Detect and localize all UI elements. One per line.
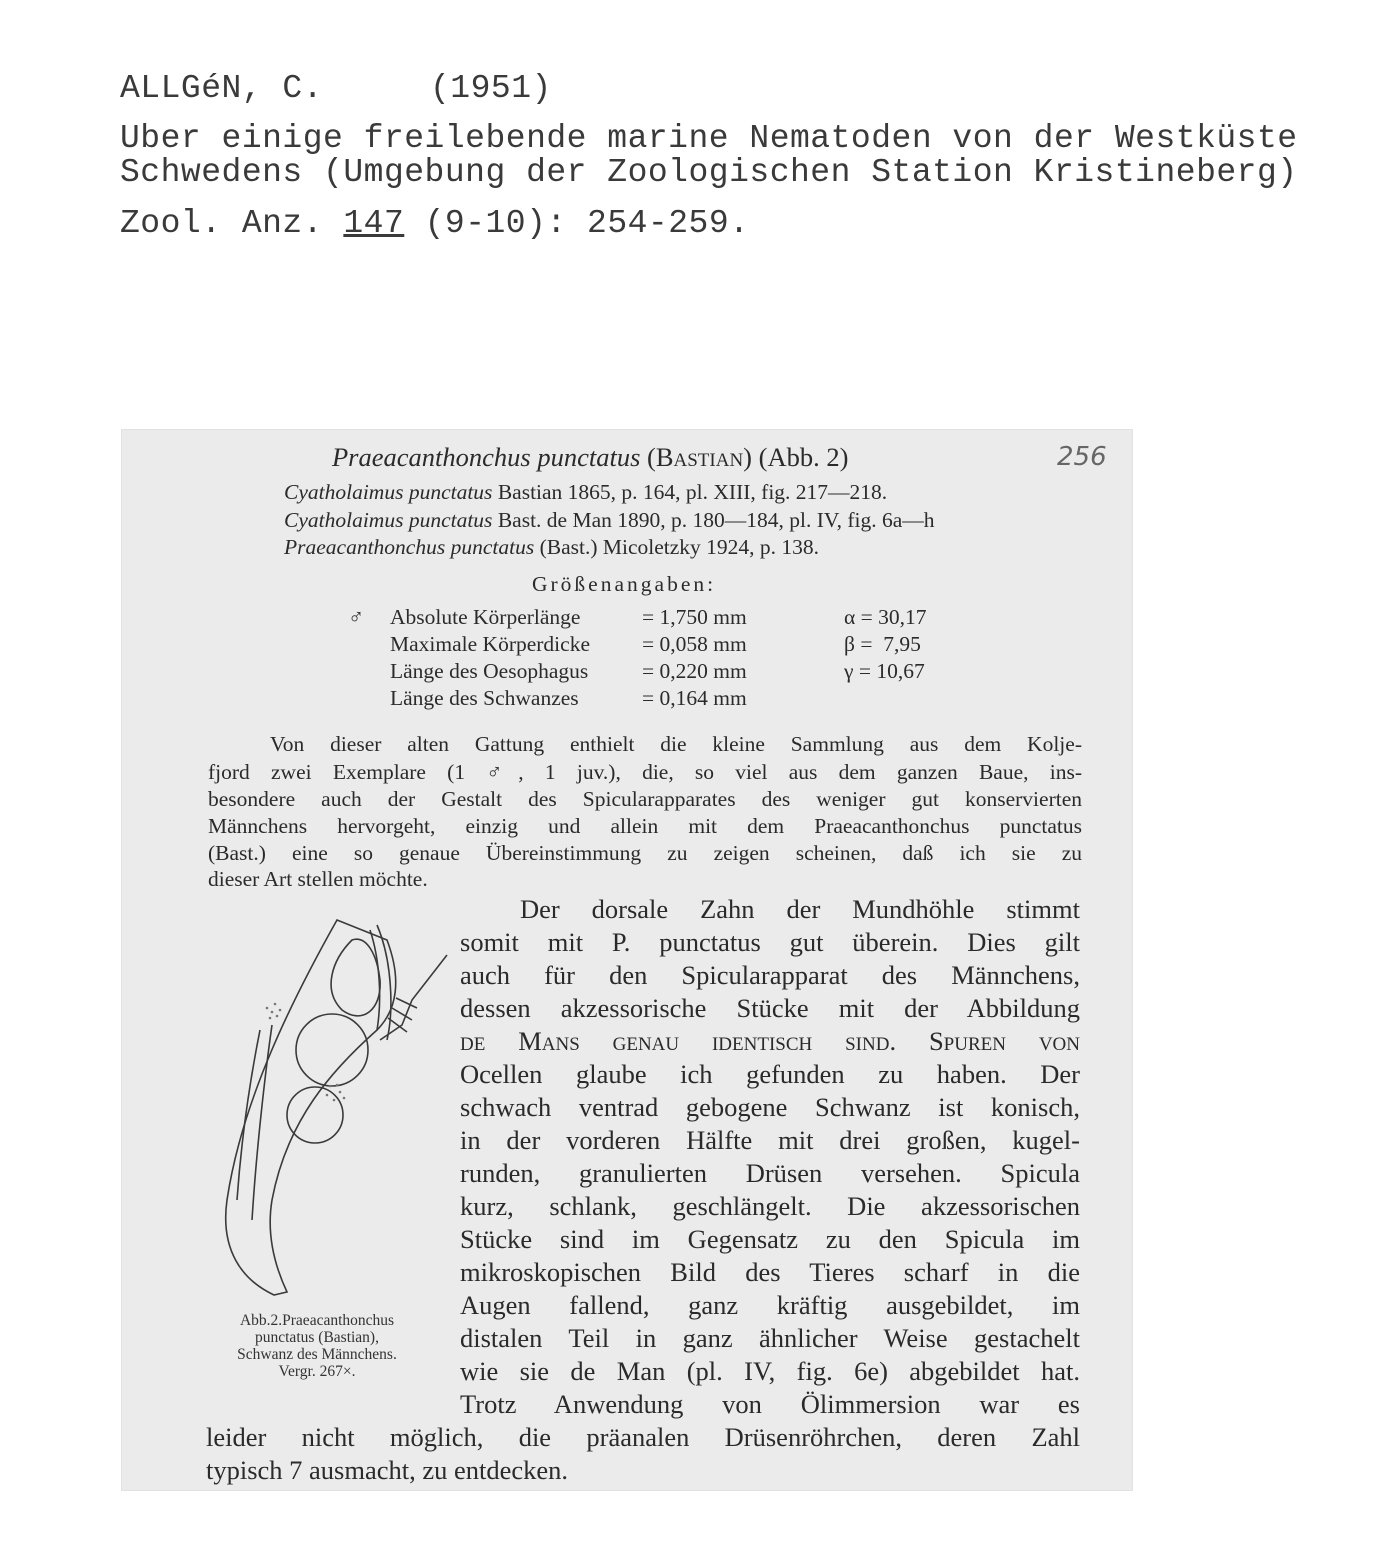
nematode-tail-figure (212, 900, 462, 1310)
heading-fig: (Abb. 2) (758, 442, 849, 472)
heading-author: (Bastian) (647, 442, 753, 472)
caption-line-1: Abb.2.Praeacanthonchus (239, 1312, 395, 1329)
para1-line-3: besondere auch der Gestalt des Spicularapparates des weniger gut konservierten (208, 787, 1082, 811)
measurements-title: Größenangaben: (532, 572, 717, 596)
para2-line-9: runden, granulierten Drüsen versehen. Spicula (460, 1158, 1080, 1188)
para1-line-6: dieser Art stellen möchte. (208, 867, 428, 891)
para2-line-13: Augen fallend, ganz kräftig ausgebildet, im (460, 1290, 1080, 1320)
measure-ratio-1: α = 30,17 (844, 605, 927, 629)
card-volume: 147 (343, 205, 405, 242)
male-symbol: ♂ (348, 605, 365, 629)
measure-value-2: = 0,058 mm (642, 632, 747, 656)
para2-line-4: dessen akzessorische Stücke mit der Abbildung (460, 993, 1080, 1023)
para3-line-2: typisch 7 ausmacht, zu entdecken. (206, 1455, 569, 1485)
synonym-1: Cyatholaimus punctatus Bastian 1865, p. 164, pl. XIII, fig. 217—218. (284, 480, 888, 504)
card-year: (1951) (430, 70, 552, 107)
card-title-line2: Schwedens (Umgebung der Zoologischen Station Kristineberg) (120, 154, 1298, 191)
card-pages: (9-10): 254-259. (424, 205, 750, 242)
measure-value-4: = 0,164 mm (642, 686, 747, 710)
measure-label-2: Maximale Körperdicke (390, 632, 590, 656)
measure-label-4: Länge des Schwanzes (390, 686, 579, 710)
synonym-2: Cyatholaimus punctatus Bast. de Man 1890, p. 180—184, pl. IV, fig. 6a—h (284, 508, 935, 532)
para2-line-2: somit mit P. punctatus gut überein. Dies gilt (460, 927, 1080, 957)
para1-line-4: Männchens hervorgeht, einzig und allein mit dem Praeacanthonchus punctatus (208, 814, 1082, 838)
measure-ratio-3: γ = 10,67 (844, 659, 925, 683)
para2-line-7: schwach ventrad gebogene Schwanz ist konisch, (460, 1092, 1080, 1122)
article-clipping (122, 430, 1132, 1490)
measure-value-3: = 0,220 mm (642, 659, 747, 683)
para2-line-14: distalen Teil in ganz ähnlicher Weise gestachelt (460, 1323, 1080, 1353)
caption-line-3: Schwanz des Männchens. (237, 1346, 397, 1363)
para2-line-11: Stücke sind im Gegensatz zu den Spicula im (460, 1224, 1080, 1254)
caption-line-4: Vergr. 267×. (278, 1363, 356, 1380)
card-author: ALLGéN, C. (120, 70, 324, 107)
para2-line-3: auch für den Spicularapparat des Männchens, (460, 960, 1080, 990)
card-citation (120, 205, 749, 242)
card-journal: Zool. Anz. (120, 205, 324, 242)
figure-caption (202, 1312, 432, 1380)
para2-line-6: Ocellen glaube ich gefunden zu haben. Der (460, 1059, 1080, 1089)
measure-ratio-2: β = 7,95 (844, 632, 921, 656)
para3-line-1: leider nicht möglich, die präanalen Drüsenröhrchen, deren Zahl (206, 1422, 1080, 1452)
measure-label-1: Absolute Körperlänge (390, 605, 581, 629)
caption-line-2: punctatus (Bastian), (255, 1329, 379, 1346)
measure-value-1: = 1,750 mm (642, 605, 747, 629)
card-title-line1: Uber einige freilebende marine Nematoden von der Westküste (120, 120, 1298, 157)
para2-line-16: Trotz Anwendung von Ölimmersion war es (460, 1389, 1080, 1419)
para2-line-8: in der vorderen Hälfte mit drei großen, kugel- (460, 1125, 1080, 1155)
para2-line-10: kurz, schlank, geschlängelt. Die akzessorischen (460, 1191, 1080, 1221)
para2-line-12: mikroskopischen Bild des Tieres scharf in die (460, 1257, 1080, 1287)
measure-label-3: Länge des Oesophagus (390, 659, 589, 683)
para1-line-1: Von dieser alten Gattung enthielt die kleine Sammlung aus dem Kolje- (270, 732, 1082, 756)
handwritten-page-number: 256 (1057, 442, 1107, 472)
synonym-3: Praeacanthonchus punctatus (Bast.) Micoletzky 1924, p. 138. (284, 535, 820, 559)
para2-line-1: Der dorsale Zahn der Mundhöhle stimmt (520, 894, 1080, 924)
para2-line-5: de Mans genau identisch sind. Spuren von (460, 1026, 1080, 1056)
para1-line-2: fjord zwei Exemplare (1 ♂, 1 juv.), die, so viel aus dem ganzen Baue, ins- (208, 760, 1082, 784)
para2-line-15: wie sie de Man (pl. IV, fig. 6e) abgebildet hat. (460, 1356, 1080, 1386)
species-heading (332, 442, 848, 473)
heading-species: Praeacanthonchus punctatus (332, 442, 641, 472)
para1-line-5: (Bast.) eine so genaue Übereinstimmung zu zeigen scheinen, daß ich sie zu (208, 841, 1082, 865)
